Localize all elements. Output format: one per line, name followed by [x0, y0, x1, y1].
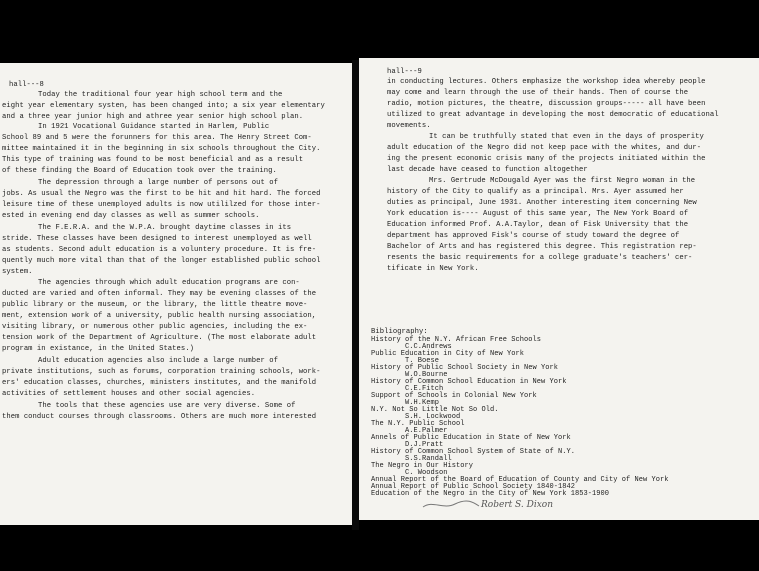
bibliography-entry: C. Woodson: [405, 469, 448, 477]
text-line: The tools that these agencies use are very diverse. Some of: [38, 402, 296, 410]
bibliography-entry: History of the N.Y. African Free Schools: [371, 336, 542, 344]
bibliography-entry: The N.Y. Public School: [371, 420, 465, 428]
bibliography-entry: C.C.Andrews: [405, 343, 452, 351]
text-line: public library or the museum, or the library, the little theatre move-: [2, 301, 308, 309]
bibliography-entry: D.J.Pratt: [405, 441, 444, 449]
text-line: jobs. As usual the Negro was the first to be hit and hit hard. The forced: [2, 190, 321, 198]
text-line: duties as principal, June 1931. Another interesting item concerning New: [387, 199, 697, 207]
text-line: Mrs. Gertrude McDougald Ayer was the first Negro woman in the: [429, 177, 696, 185]
bibliography-entry: History of Common School System of State of N.Y.: [371, 448, 576, 456]
bibliography-entry: W.O.Bourne: [405, 371, 448, 379]
bibliography-entry: S.S.Randall: [405, 455, 452, 463]
text-line: Education informed Prof. A.A.Taylor, dean of Fisk University that the: [387, 221, 689, 229]
text-line: utilized to great advantage in developing the most democratic of educational: [387, 111, 719, 119]
bibliography-entry: S.H. Lockwood: [405, 413, 461, 421]
bibliography-label: Bibliography:: [371, 328, 428, 336]
bibliography-entry: History of Public School Society in New York: [371, 364, 559, 372]
text-line: The depression through a large number of persons out of: [38, 179, 278, 187]
bibliography-entry: Annual Report of the Board of Education of County and City of New York: [371, 476, 669, 484]
text-line: leisure time of these unemployed adults is now utililzed for those inter-: [2, 201, 321, 209]
text-line: This type of training was found to be most beneficial and as a result: [2, 156, 304, 164]
bibliography-entry: A.E.Palmer: [405, 427, 448, 435]
signature-flourish: [421, 498, 481, 512]
text-line: Bachelor of Arts and has registered this degree. This registration rep-: [387, 243, 697, 251]
text-line: ducted are varied and often informal. They may be evening classes of the: [2, 290, 317, 298]
bibliography-entry: Annual Report of Public School Society 1840-1842: [371, 483, 576, 491]
text-line: tificate in New York.: [387, 265, 479, 273]
text-line: movements.: [387, 122, 431, 130]
bibliography-entry: C.E.Fitch: [405, 385, 444, 393]
text-line: system.: [2, 268, 33, 276]
left-page: [0, 63, 352, 525]
bibliography-entry: The Negro in Our History: [371, 462, 474, 470]
text-line: Adult education agencies also include a large number of: [38, 357, 278, 365]
text-line: as students. Second adult education is a voluntery procedure. It is fre-: [2, 246, 317, 254]
text-line: program in existance, in the United States.): [2, 345, 194, 353]
text-line: In 1921 Vocational Guidance started in Harlem, Public: [38, 123, 270, 131]
page-gutter: [352, 60, 359, 530]
text-line: department has approved Fisk's course of study toward the degree of: [387, 232, 680, 240]
text-line: resents the basic requirements for a college graduate's teachers' cer-: [387, 254, 693, 262]
text-line: It can be truthfully stated that even in the days of prosperity: [429, 133, 704, 141]
bibliography-entry: N.Y. Not So Little Not So Old.: [371, 406, 499, 414]
text-line: private institutions, such as forums, corporation training schools, work-: [2, 368, 321, 376]
page-header: hall---9: [387, 68, 422, 76]
page-header: hall---8: [9, 81, 44, 89]
bibliography-entry: T. Boese: [405, 357, 440, 365]
text-line: visiting library, or numerous other public agencies, including the ex-: [2, 323, 308, 331]
text-line: quently much more vital than that of the longer established public school: [2, 257, 321, 265]
text-line: tension work of the Department of Agriculture. (The most elaborate adult: [2, 334, 317, 342]
text-line: The F.E.R.A. and the W.P.A. brought daytime classes in its: [38, 224, 292, 232]
right-page: [359, 58, 759, 520]
text-line: history of the City to qualify as a principal. Mrs. Ayer assumed her: [387, 188, 684, 196]
text-line: stride. These classes have been designed to interest unemployed as well: [2, 235, 312, 243]
text-line: in conducting lectures. Others emphasize the workshop idea whereby people: [387, 78, 706, 86]
text-line: ment, extension work of a university, public health nursing association,: [2, 312, 317, 320]
text-line: The agencies through which adult education programs are con-: [38, 279, 300, 287]
text-line: ers' education classes, churches, ministers institutes, and the manifold: [2, 379, 317, 387]
text-line: School 89 and 5 were the forunners for this area. The Henry Street Com-: [2, 134, 312, 142]
bibliography-entry: Public Education in City of New York: [371, 350, 525, 358]
text-line: York education is---- August of this same year, The New York Board of: [387, 210, 689, 218]
text-line: Today the traditional four year high school term and the: [38, 91, 283, 99]
bibliography-entry: Education of the Negro in the City of New York 1853-1900: [371, 490, 610, 498]
text-line: of these finding the Board of Education took over the training.: [2, 167, 277, 175]
text-line: activities of settlement houses and other social agencies.: [2, 390, 256, 398]
bibliography-entry: Support of Schools in Colonial New York: [371, 392, 537, 400]
text-line: radio, motion pictures, the theatre, discussion groups----- all have been: [387, 100, 706, 108]
text-line: them conduct courses through classrooms. Others are much more interested: [2, 413, 317, 421]
text-line: adult education of the Negro did not keep pace with the whites, and dur-: [387, 144, 702, 152]
bibliography-entry: Annels of Public Education in State of New York: [371, 434, 571, 442]
text-line: mittee maintained it in the beginning in six schools throughout the City.: [2, 145, 321, 153]
text-line: and a three year junior high and athree year senior high school plan.: [2, 113, 304, 121]
text-line: may come and learn through the use of their hands. Then of course the: [387, 89, 689, 97]
text-line: ing the present economic crisis many of the projects initiated within the: [387, 155, 706, 163]
text-line: last decade have ceased to function altogether: [387, 166, 588, 174]
text-line: ested in evening end day classes as well as summer schools.: [2, 212, 260, 220]
bibliography-entry: History of Common School Education in New York: [371, 378, 567, 386]
bibliography-entry: W.H.Kemp: [405, 399, 440, 407]
text-line: eight year elementary systen, has been changed into; a six year elementary: [2, 102, 325, 110]
signature: Robert S. Dixon: [481, 500, 554, 510]
